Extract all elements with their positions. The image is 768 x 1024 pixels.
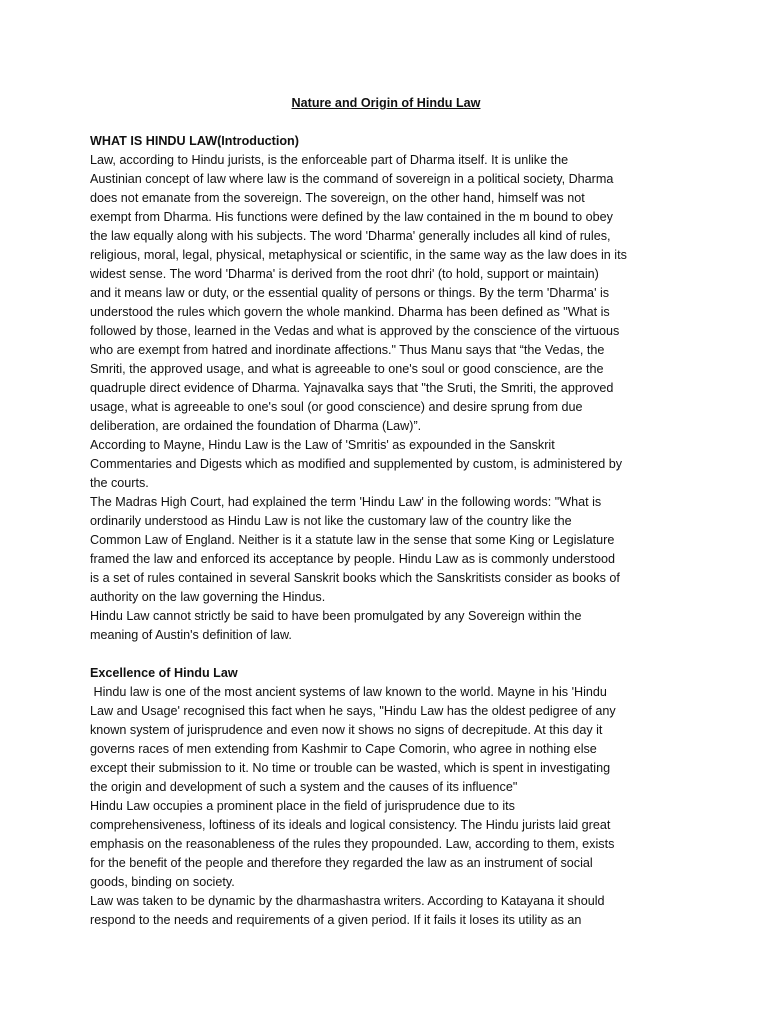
paragraph — [90, 493, 682, 607]
paragraph-line: deliberation, are ordained the foundation of Dharma (Law)”. — [90, 419, 422, 433]
paragraph-line: governs races of men extending from Kashmir to Cape Comorin, who agree in nothing else — [90, 742, 597, 756]
paragraph-line: the origin and development of such a system and the causes of its influence" — [90, 780, 518, 794]
paragraph-line: ordinarily understood as Hindu Law is not like the customary law of the country like the — [90, 514, 572, 528]
paragraph — [90, 683, 682, 797]
paragraph-line: respond to the needs and requirements of a given period. If it fails it loses its utility as an — [90, 913, 582, 927]
paragraph-line: for the benefit of the people and therefore they regarded the law as an instrument of social — [90, 856, 593, 870]
paragraph-line: Austinian concept of law where law is the command of sovereign in a political society, Dharma — [90, 172, 614, 186]
paragraph-line: and it means law or duty, or the essential quality of persons or things. By the term 'Dharma' is — [90, 286, 610, 300]
paragraph — [90, 436, 682, 493]
paragraph-line: Hindu Law occupies a prominent place in the field of jurisprudence due to its — [90, 799, 515, 813]
paragraph-line: known system of jurisprudence and even now it shows no signs of decrepitude. At this day it — [90, 723, 603, 737]
document-body — [90, 132, 682, 930]
paragraph-line: goods, binding on society. — [90, 875, 235, 889]
paragraph-line: who are exempt from hatred and inordinate affections." Thus Manu says that “the Vedas, the — [90, 343, 605, 357]
paragraph-line: the law equally along with his subjects. The word 'Dharma' generally includes all kind of rules, — [90, 229, 611, 243]
paragraph-line: Hindu law is one of the most ancient systems of law known to the world. Mayne in his 'Hindu — [90, 685, 607, 699]
paragraph — [90, 892, 682, 930]
paragraph-line: Law was taken to be dynamic by the dharmashastra writers. According to Katayana it should — [90, 894, 605, 908]
paragraph-line: usage, what is agreeable to one's soul (or good conscience) and desire sprung from due — [90, 400, 583, 414]
paragraph-line: comprehensiveness, loftiness of its ideals and logical consistency. The Hindu jurists laid great — [90, 818, 611, 832]
paragraph-line: emphasis on the reasonableness of the rules they propounded. Law, according to them, exists — [90, 837, 615, 851]
paragraph-line: understood the rules which govern the whole mankind. Dharma has been defined as "What is — [90, 305, 610, 319]
paragraph-line: except their submission to it. No time or trouble can be wasted, which is spent in investigating — [90, 761, 611, 775]
paragraph-line: followed by those, learned in the Vedas and what is approved by the conscience of the virtuous — [90, 324, 620, 338]
paragraph-line: widest sense. The word 'Dharma' is derived from the root dhri' (to hold, support or maintain) — [90, 267, 599, 281]
paragraph-line: Hindu Law cannot strictly be said to have been promulgated by any Sovereign within the — [90, 609, 582, 623]
paragraph — [90, 797, 682, 892]
paragraph-line: The Madras High Court, had explained the term 'Hindu Law' in the following words: "What is — [90, 495, 602, 509]
paragraph-line: According to Mayne, Hindu Law is the Law of 'Smritis' as expounded in the Sanskrit — [90, 438, 555, 452]
paragraph-line: Commentaries and Digests which as modified and supplemented by custom, is administered by — [90, 457, 622, 471]
paragraph-line: Smriti, the approved usage, and what is agreeable to one's soul or good conscience, are the — [90, 362, 604, 376]
document-page — [90, 94, 682, 930]
paragraph — [90, 607, 682, 645]
paragraph-line: the courts. — [90, 476, 149, 490]
section-heading: WHAT IS HINDU LAW(Introduction) — [90, 134, 299, 148]
paragraph-line: authority on the law governing the Hindus. — [90, 590, 326, 604]
paragraph — [90, 151, 682, 436]
section-heading: Excellence of Hindu Law — [90, 666, 238, 680]
section-spacer — [90, 645, 682, 664]
paragraph-line: is a set of rules contained in several Sanskrit books which the Sanskritists consider as books of — [90, 571, 620, 585]
paragraph-line: Law, according to Hindu jurists, is the enforceable part of Dharma itself. It is unlike the — [90, 153, 569, 167]
paragraph-line: quadruple direct evidence of Dharma. Yajnavalka says that "the Sruti, the Smriti, the approved — [90, 381, 614, 395]
paragraph-line: meaning of Austin's definition of law. — [90, 628, 292, 642]
document-title: Nature and Origin of Hindu Law — [291, 96, 481, 110]
paragraph-line: religious, moral, legal, physical, metaphysical or scientific, in the same way as the law does in its — [90, 248, 627, 262]
paragraph-line: framed the law and enforced its acceptance by people. Hindu Law as is commonly understood — [90, 552, 616, 566]
paragraph-line: exempt from Dharma. His functions were defined by the law contained in the m bound to obey — [90, 210, 613, 224]
paragraph-line: Law and Usage' recognised this fact when he says, "Hindu Law has the oldest pedigree of any — [90, 704, 616, 718]
paragraph-line: Common Law of England. Neither is it a statute law in the sense that some King or Legislature — [90, 533, 615, 547]
paragraph-line: does not emanate from the sovereign. The sovereign, on the other hand, himself was not — [90, 191, 585, 205]
